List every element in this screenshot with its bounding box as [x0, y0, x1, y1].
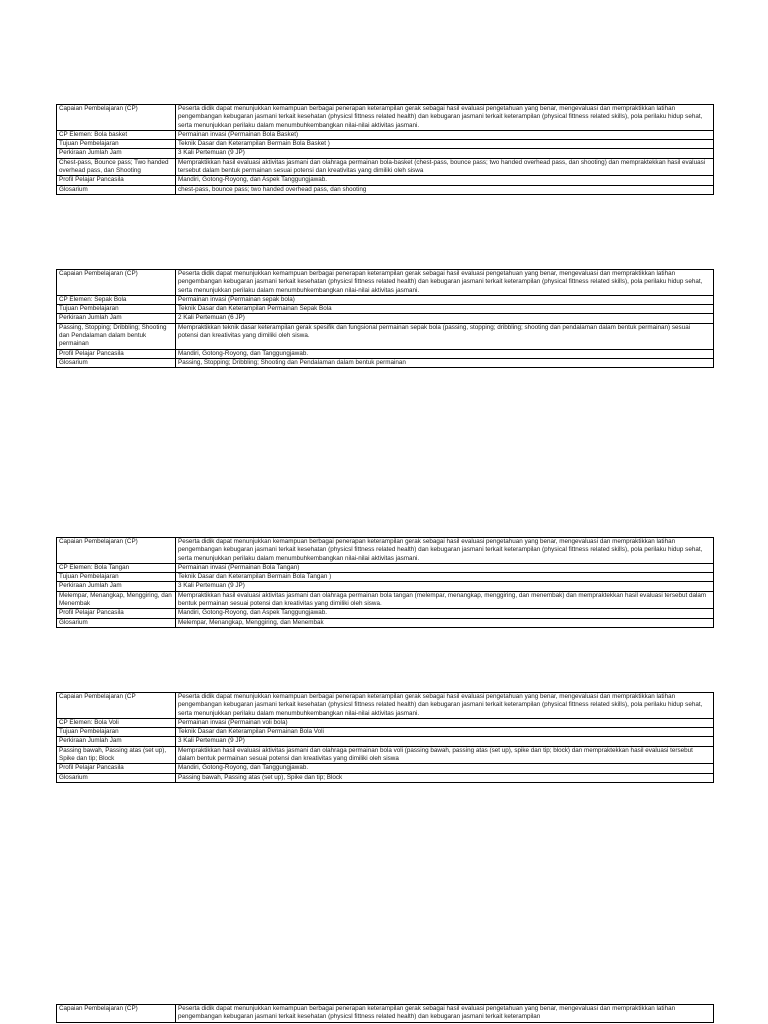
materi-label: Passing, Stopping; Dribbling; Shooting dan Pendalaman dalam bentuk permainan [57, 323, 176, 349]
table-row [57, 737, 714, 746]
table-row [57, 158, 714, 176]
elemen-value: Permainan invasi (Permainan Bola Tangan) [176, 563, 714, 572]
glosarium-label: Glosarium [57, 618, 176, 627]
glosarium-value: Passing, Stopping; Dribbling; Shooting dan Pendalaman dalam bentuk permainan [176, 358, 714, 367]
glosarium-value: Passing bawah, Passing atas (set up), Spike dan tip; Block [176, 773, 714, 782]
profil-value: Mandiri, Gotong-Royong, dan Tanggungjawab. [176, 764, 714, 773]
tujuan-value: Teknik Dasar dan Keterampilan Bermain Bola Tangan ) [176, 573, 714, 582]
elemen-label: CP Elemen: Bola Voli [57, 718, 176, 727]
glosarium-value: chest-pass, bounce pass; two handed overhead pass, dan shooting [176, 185, 714, 194]
jam-value: 3 Kali Pertemuan (9 JP) [176, 582, 714, 591]
table-row [57, 693, 714, 719]
jam-value: 3 Kali Pertemuan (9 JP) [176, 149, 714, 158]
table-row [57, 618, 714, 627]
table-row [57, 1005, 714, 1023]
table-row [57, 728, 714, 737]
elemen-value: Permainan invasi (Permainan voli bola) [176, 718, 714, 727]
materi-value: Mempraktikkan hasil evaluasi aktivitas jasmani dan olahraga permainan bola tangan (melempar, menangkap, menggiring, dan menembak) dan mempraktekkan hasil evaluasi tersebut dalam bentuk permainan sesuai potensi dan kreativitas yang dimiliki oleh siswa. [176, 591, 714, 609]
profil-value: Mandiri, Gotong-Royong, dan Aspek Tanggungjawab. [176, 609, 714, 618]
cp-label: Capaian Pembelajaran (CP [57, 693, 176, 719]
table-row [57, 305, 714, 314]
jam-label: Perkiraan Jumlah Jam [57, 314, 176, 323]
table-row [57, 582, 714, 591]
tujuan-value: Teknik Dasar dan Keterampilan Permainan Bola Voli [176, 728, 714, 737]
cp-label: Capaian Pembelajaran (CP) [57, 270, 176, 296]
tujuan-label: Tujuan Pembelajaran [57, 573, 176, 582]
materi-label: Passing bawah, Passing atas (set up), Spike dan tip; Block [57, 746, 176, 764]
table-row [57, 563, 714, 572]
cp-label: Capaian Pembelajaran (CP) [57, 538, 176, 564]
glosarium-label: Glosarium [57, 358, 176, 367]
elemen-value: Permainan invasi (Permainan sepak bola) [176, 295, 714, 304]
elemen-label: CP Elemen: Sepak Bola [57, 295, 176, 304]
cp-text: Peserta didik dapat menunjukkan kemampuan berbagai penerapan keterampilan gerak sebagai hasil evaluasi pengetahuan yang benar, mengevaluasi dan mempraktikkan latihan pengembangan kebugaran jasmani terkait kesehatan (physicsl fittness related health) dan kebugaran jasmani terkait keterampilan (physical fittness related skills), pola perilaku hidup sehat, serta menunjukkan perilaku dalam menumbuhkembangkan nilai-nilai aktivitas jasmani. [176, 270, 714, 296]
cp-table-bola-voli [56, 692, 714, 783]
glosarium-label: Glosarium [57, 773, 176, 782]
tujuan-value: Teknik Dasar dan Keterampilan Bermain Bola Basket ) [176, 140, 714, 149]
table-row [57, 295, 714, 304]
profil-label: Profil Pelajar Pancasila [57, 609, 176, 618]
table-row [57, 718, 714, 727]
jam-label: Perkiraan Jumlah Jam [57, 737, 176, 746]
table-row [57, 591, 714, 609]
jam-value: 2 Kali Pertemuan (6 JP) [176, 314, 714, 323]
cp-text: Peserta didik dapat menunjukkan kemampuan berbagai penerapan keterampilan gerak sebagai hasil evaluasi pengetahuan yang benar, mengevaluasi dan mempraktikkan latihan pengembangan kebugaran jasmani terkait kesehatan (physicsl fittness related health) dan kebugaran jasmani terkait keterampilan [176, 1005, 714, 1023]
jam-value: 3 Kali Pertemuan (9 JP) [176, 737, 714, 746]
table-row [57, 314, 714, 323]
cp-label: Capaian Pembelajaran (CP) [57, 105, 176, 131]
materi-value: Mempraktikkan hasil evaluasi aktivitas jasmani dan olahraga permainan bola voli (passing bawah, passing atas (set up), spike dan tip; block) dan mempraktekkan hasil evaluasi tersebut dalam bentuk permainan sesuai potensi dan kreativitas yang dimiliki oleh siswa [176, 746, 714, 764]
profil-label: Profil Pelajar Pancasila [57, 349, 176, 358]
table-row [57, 573, 714, 582]
table-row [57, 609, 714, 618]
cp-label: Capaian Pembelajaran (CP) [57, 1005, 176, 1023]
profil-value: Mandiri, Gotong-Royong, dan Aspek Tanggungjawab. [176, 176, 714, 185]
cp-table-bola-basket [56, 104, 714, 195]
jam-label: Perkiraan Jumlah Jam [57, 582, 176, 591]
elemen-label: CP Elemen: Bola Tangan [57, 563, 176, 572]
elemen-value: Permainan invasi (Permainan Bola Basket) [176, 130, 714, 139]
table-row [57, 538, 714, 564]
table-row [57, 185, 714, 194]
cp-text: Peserta didik dapat menunjukkan kemampuan berbagai penerapan keterampilan gerak sebagai hasil evaluasi pengetahuan yang benar, mengevaluasi dan mempraktikkan latihan pengembangan kebugaran jasmani terkait kesehatan (physicsl fittness related health) dan kebugaran jasmani terkait keterampilan (physical fittness related skills), pola perilaku hidup sehat, serta menunjukkan perilaku dalam menumbuhkembangkan nilai-nilai aktivitas jasmani. [176, 538, 714, 564]
tujuan-label: Tujuan Pembelajaran [57, 305, 176, 314]
profil-value: Mandiri, Gotong-Royong, dan Tanggungjawab. [176, 349, 714, 358]
materi-value: Mempraktikkan hasil evaluasi aktivitas jasmani dan olahraga permainan bola-basket (chest-pass, bounce pass; two handed overhead pass, dan shooting) dan mempraktekkan hasil evaluasi tersebut dalam bentuk permainan sesuai potensi dan kreativitas yang dimiliki oleh siswa [176, 158, 714, 176]
cp-table-sepak-bola [56, 269, 714, 368]
materi-label: Chest-pass, Bounce pass; Two handed overhead pass, dan Shooting [57, 158, 176, 176]
table-row [57, 746, 714, 764]
materi-label: Melempar, Menangkap, Menggiring, dan Menembak [57, 591, 176, 609]
table-row [57, 773, 714, 782]
materi-value: Mempraktikkan teknik dasar keterampilan gerak spesifik dan fungsional permainan sepak bola (passing, stopping; dribbling; shooting dan pendalaman dalam bentuk permainan) sesuai potensi dan kreativitas yang dimiliki oleh siswa. [176, 323, 714, 349]
profil-label: Profil Pelajar Pancasila [57, 764, 176, 773]
cp-table-bola-tangan [56, 537, 714, 628]
cp-table-partial [56, 1004, 714, 1023]
table-row [57, 349, 714, 358]
jam-label: Perkiraan Jumlah Jam [57, 149, 176, 158]
table-row [57, 358, 714, 367]
elemen-label: CP Elemen: Bola basket [57, 130, 176, 139]
tujuan-label: Tujuan Pembelajaran [57, 728, 176, 737]
tujuan-label: Tujuan Pembelajaran [57, 140, 176, 149]
table-row [57, 140, 714, 149]
table-row [57, 149, 714, 158]
table-row [57, 764, 714, 773]
table-row [57, 323, 714, 349]
table-row [57, 105, 714, 131]
table-row [57, 270, 714, 296]
profil-label: Profil Pelajar Pancasila [57, 176, 176, 185]
glosarium-label: Glosarium [57, 185, 176, 194]
table-row [57, 176, 714, 185]
glosarium-value: Melempar, Menangkap, Menggiring, dan Menembak [176, 618, 714, 627]
cp-text: Peserta didik dapat menunjukkan kemampuan berbagai penerapan keterampilan gerak sebagai hasil evaluasi pengetahuan yang benar, mengevaluasi dan mempraktikkan latihan pengembangan kebugaran jasmani terkait kesehatan (physicsl fittness related health) dan kebugaran jasmani terkait keterampilan (physical fittness related skills), pola perilaku hidup sehat, serta menunjukkan perilaku dalam menumbuhkembangkan nilai-nilai aktivitas jasmani. [176, 693, 714, 719]
table-row [57, 130, 714, 139]
cp-text: Peserta didik dapat menunjukkan kemampuan berbagai penerapan keterampilan gerak sebagai hasil evaluasi pengetahuan yang benar, mengevaluasi dan mempraktikkan latihan pengembangan kebugaran jasmani terkait kesehatan (physicsl fittness related health) dan kebugaran jasmani terkait keterampilan (physical fittness related skills), pola perilaku hidup sehat, serta menunjukkan perilaku dalam menumbuhkembangkan nilai-nilai aktivitas jasmani. [176, 105, 714, 131]
tujuan-value: Teknik Dasar dan Keterampilan Permainan Sepak Bola [176, 305, 714, 314]
